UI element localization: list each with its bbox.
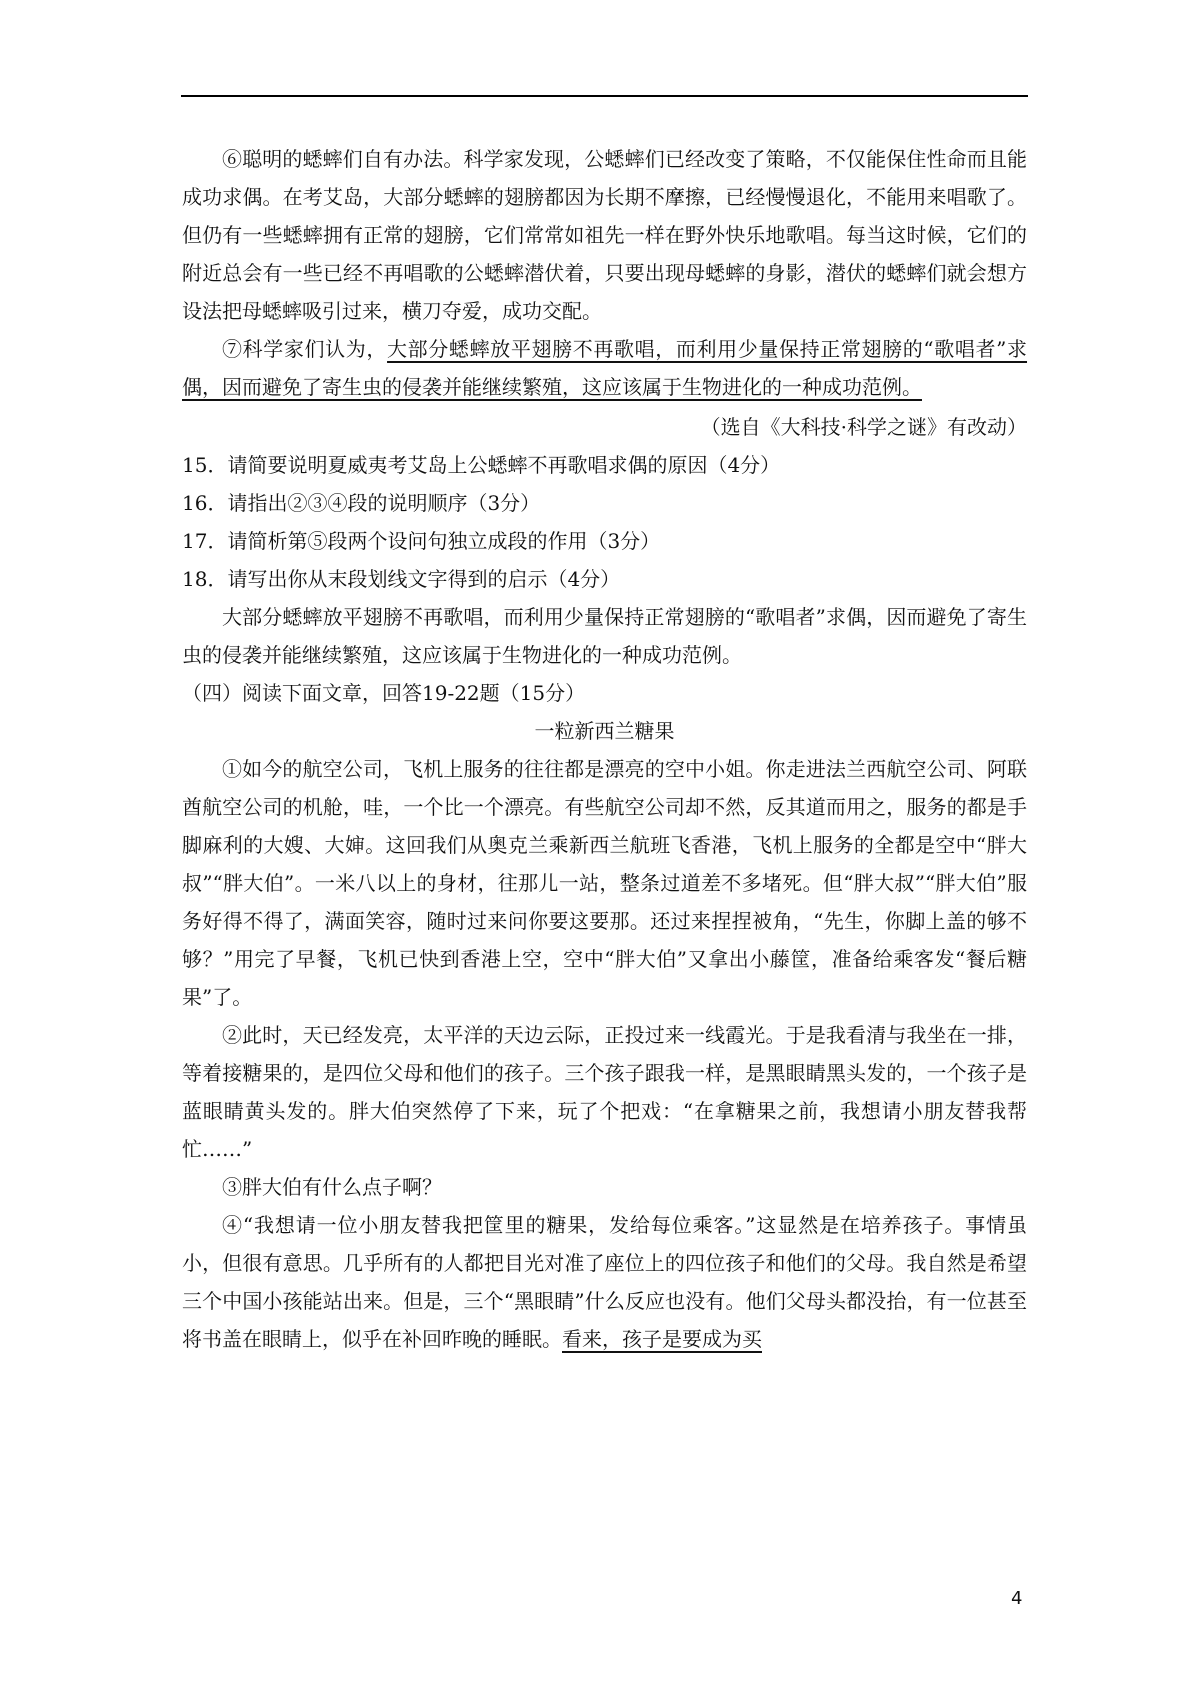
article-paragraph-4-underlined: 看来，孩子是要成为买 — [562, 1327, 762, 1351]
page-number: 4 — [1011, 1588, 1023, 1609]
article-paragraph-4-text: ④“我想请一位小朋友替我把筐里的糖果，发给每位乘客。”这显然是在培养孩子。事情虽小，但很有意思。几乎所有的人都把目光对准了座位上的四位孩子和他们的父母。我自然是希望三个中国小孩能站出来。但是，三个“黑眼睛”什么反应也没有。他们父母头都没抬，有一位甚至将书盖在眼睛上，似乎在补回昨晚的睡眠。 — [182, 1213, 1027, 1351]
article-paragraph-4 — [182, 1206, 1027, 1358]
paragraph-6: ⑥聪明的蟋蟀们自有办法。科学家发现，公蟋蟀们已经改变了策略，不仅能保住性命而且能成功求偶。在考艾岛，大部分蟋蟀的翅膀都因为长期不摩擦，已经慢慢退化，不能用来唱歌了。但仍有一些蟋蟀拥有正常的翅膀，它们常常如祖先一样在野外快乐地歌唱。每当这时候，它们的附近总会有一些已经不再唱歌的公蟋蟀潜伏着，只要出现母蟋蟀的身影，潜伏的蟋蟀们就会想方设法把母蟋蟀吸引过来，横刀夺爱，成功交配。 — [182, 147, 1027, 323]
article-title: 一粒新西兰糖果 — [534, 719, 675, 743]
article-paragraph-2: ②此时，天已经发亮，太平洋的天边云际，正投过来一线霞光。于是我看清与我坐在一排，等着接糖果的，是四位父母和他们的孩子。三个孩子跟我一样，是黑眼睛黑头发的，一个孩子是蓝眼睛黄头发的。胖大伯突然停了下来，玩了个把戏：“在拿糖果之前，我想请小朋友替我帮忙……” — [182, 1023, 1027, 1161]
question-15: 15．请简要说明夏威夷考艾岛上公蟋蟀不再歌唱求偶的原因（4分） — [182, 453, 781, 477]
article-paragraph-1: ①如今的航空公司，飞机上服务的往往都是漂亮的空中小姐。你走进法兰西航空公司、阿联酋航空公司的机舱，哇，一个比一个漂亮。有些航空公司却不然，反其道而用之，服务的都是手脚麻利的大嫂、大婶。这回我们从奥克兰乘新西兰航班飞香港，飞机上服务的全都是空中“胖大叔”“胖大伯”。一米八以上的身材，往那儿一站，整条过道差不多堵死。但“胖大叔”“胖大伯”服务好得不得了，满面笑容，随时过来问你要这要那。还过来捏捏被角，“先生，你脚上盖的够不够？”用完了早餐，飞机已快到香港上空，空中“胖大伯”又拿出小藤筐，准备给乘客发“餐后糖果”了。 — [182, 757, 1027, 1009]
paragraph-7-prefix: ⑦科学家们认为， — [222, 337, 388, 361]
answer-quote: 大部分蟋蟀放平翅膀不再歌唱，而利用少量保持正常翅膀的“歌唱者”求偶，因而避免了寄生虫的侵袭并能继续繁殖，这应该属于生物进化的一种成功范例。 — [182, 605, 1027, 667]
paragraph-7 — [182, 330, 1027, 406]
question-16: 16．请指出②③④段的说明顺序（3分） — [182, 491, 541, 515]
page-content — [182, 140, 1027, 1358]
section-4-heading: （四）阅读下面文章，回答19-22题（15分） — [182, 681, 586, 705]
question-18: 18．请写出你从末段划线文字得到的启示（4分） — [182, 567, 621, 591]
question-17: 17．请简析第⑤段两个设问句独立成段的作用（3分） — [182, 529, 661, 553]
source-note: （选自《大科技·科学之谜》有改动） — [700, 415, 1027, 439]
paragraph-7-underlined: 大部分蟋蟀放平翅膀不再歌唱，而利用少量保持正常翅膀的“歌唱者”求偶，因而避免了寄生虫的侵袭并能继续繁殖，这应该属于生物进化的一种成功范例。 — [182, 337, 1028, 399]
article-paragraph-3: ③胖大伯有什么点子啊？ — [222, 1175, 442, 1199]
header-rule — [181, 95, 1028, 97]
